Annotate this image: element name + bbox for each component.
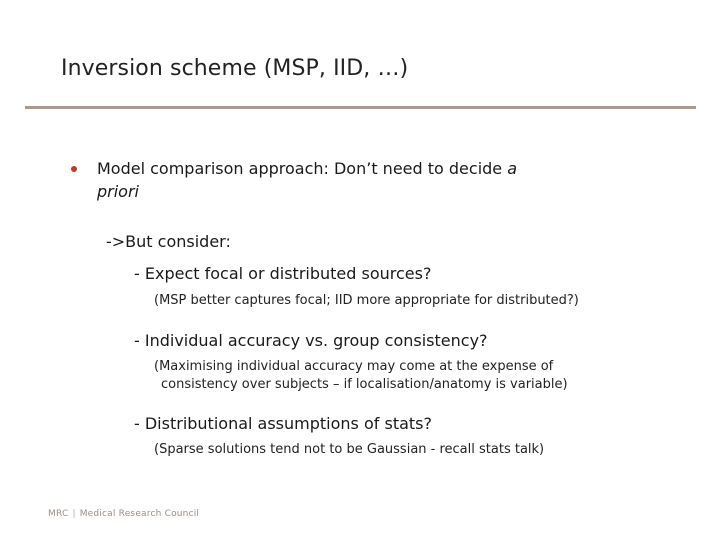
bullet-dot-icon xyxy=(71,166,77,172)
bullet-text-italic-priori: priori xyxy=(97,182,139,201)
mrc-logo-abbrev: MRC xyxy=(48,509,69,519)
consideration-note-accuracy-line2: consistency over subjects – if localisation/anatomy is variable) xyxy=(161,377,568,392)
consideration-note-focal: (MSP better captures focal; IID more appropriate for distributed?) xyxy=(154,293,579,308)
consideration-item-stats: - Distributional assumptions of stats? xyxy=(134,414,432,433)
consideration-item-accuracy: - Individual accuracy vs. group consistency? xyxy=(134,331,488,350)
consider-label: ->But consider: xyxy=(106,232,231,251)
mrc-logo xyxy=(48,509,199,519)
bullet-text-main: Model comparison approach: Don’t need to decide xyxy=(97,159,508,178)
title-divider xyxy=(25,106,696,109)
mrc-logo-name: Medical Research Council xyxy=(79,509,200,519)
mrc-logo-separator: | xyxy=(72,509,76,519)
consideration-note-stats: (Sparse solutions tend not to be Gaussian - recall stats talk) xyxy=(154,442,545,457)
bullet-text xyxy=(97,157,657,203)
consideration-item-focal: - Expect focal or distributed sources? xyxy=(134,264,432,283)
bullet-text-italic-a: a xyxy=(507,159,518,178)
slide-title: Inversion scheme (MSP, IID, …) xyxy=(61,56,409,81)
consideration-note-accuracy-line1: (Maximising individual accuracy may come at the expense of xyxy=(154,359,554,374)
